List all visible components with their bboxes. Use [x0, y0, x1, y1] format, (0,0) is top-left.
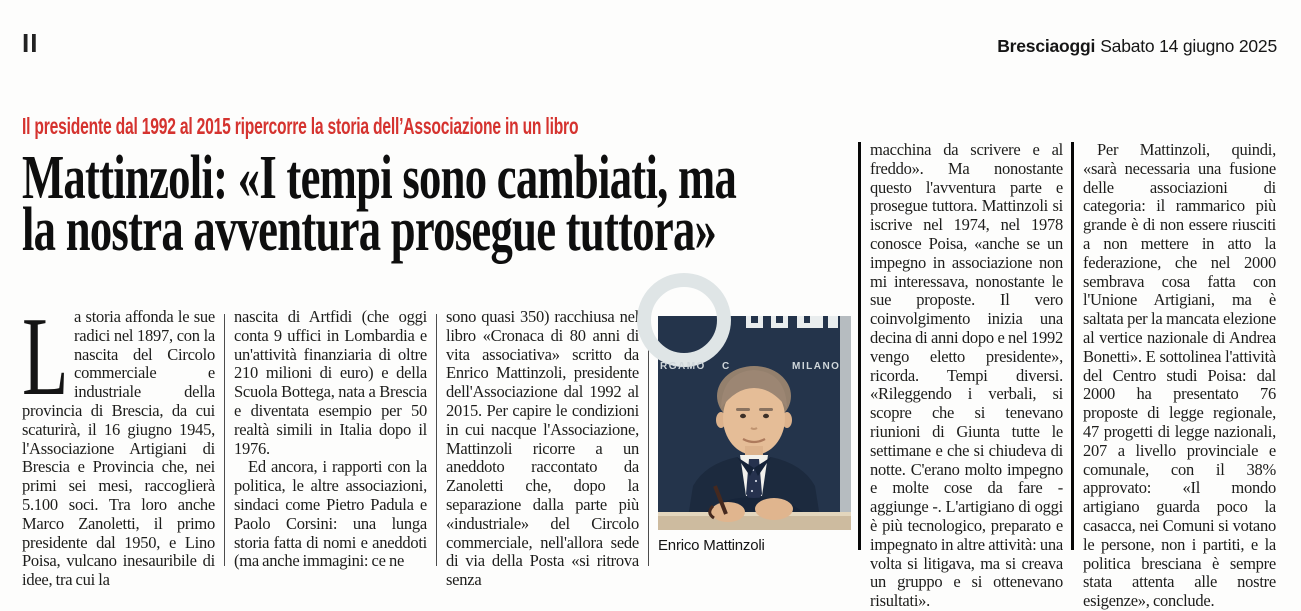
- body-paragraph: Ed ancora, i rapporti con la politica, le altre associazioni, sindaci come Pietro Padula e Paolo Corsini: una lunga storia fatta di nomi e aneddoti (ma anche immagini: ce ne: [234, 457, 427, 571]
- body-columns: [22, 295, 850, 590]
- article-content: [22, 100, 1276, 611]
- body-paragraph: macchina da scrivere e al freddo». Ma nonostante questo l'avventura parte e prosegue tuttora. Mattinzoli si iscrive nel 1974, nel 1978 conosce Poisa, «anche se un impegno in associazione non mi interessava, nonostante le sue proposte. Il vero coinvolgimento inizia una decina di anni dopo e nel 1992 vengo eletto presidente», ricorda. Tempi diversi. «Rileggendo i verbali, si scopre che si tenevano riunioni di Giunta tutte le settimane e che si chiudeva di notte. C'erano molto impegno e molte cose da fare - aggiunge -. L'artigiano di oggi è più tecnologico, preparato e impegnato in altre attività: una volta si litigava, ma si creava un gruppo e si ottenevano risultati».: [870, 140, 1063, 611]
- backdrop-text-right: MILANO: [792, 361, 841, 372]
- backdrop-text-mid: C: [722, 361, 731, 372]
- drop-cap: L: [22, 295, 69, 419]
- headline: [22, 144, 850, 264]
- kicker: Il presidente dal 1992 al 2015 ripercorre la storia dell’Associazione in un libro: [22, 113, 579, 139]
- body-column-4: [870, 100, 1063, 611]
- headline-line-1: Mattinzoli: «I tempi sono cambiati, ma: [22, 144, 737, 212]
- body-column-2: [234, 308, 427, 584]
- issue-date: Sabato 14 giugno 2025: [1100, 36, 1277, 56]
- body-column-5: [1083, 100, 1276, 611]
- masthead: Bresciaoggi: [997, 36, 1096, 56]
- photo-column: [658, 308, 851, 584]
- article-photo-figure: [658, 316, 851, 554]
- backdrop-text-left: RGAMO: [660, 361, 706, 372]
- body-column-1: [22, 295, 215, 590]
- page-number: II: [22, 28, 39, 58]
- column-divider: [648, 314, 649, 566]
- column-divider: [436, 314, 437, 566]
- article-divider: [858, 142, 861, 550]
- photo-caption: Enrico Mattinzoli: [658, 537, 765, 554]
- body-paragraph: sono quasi 350) racchiusa nel libro «Cronaca di 80 anni di vita associativa» scritto da Enrico Mattinzoli, presidente dell'Associazione dal 1992 al 2015. Per capire le condizioni in cui nacque l'Associazione, Mattinzoli ricorre a un aneddoto raccontato da Zanoletti che, dopo la separazione dalla parte più «industriale» del Circolo commerciale, nell'allora sede di via della Posta «si ritrova senza: [446, 307, 639, 590]
- body-text: a storia affonda le sue radici nel 1897, con la nascita del Circolo commerciale e industriale della provincia di Brescia, da cui scaturirà, il 16 giugno 1945, l'Associazione Artigiani di Brescia e Provincia che, nei primi sei mesi, raccoglierà 5.100 soci. Tra loro anche Marco Zanoletti, il primo presidente dal 1950, e Lino Poisa, vulcano inesauribile di idee, tra cui la: [22, 307, 215, 590]
- body-paragraph: nascita di Artfidi (che oggi conta 9 uffici in Lombardia e un'attività finanziaria di oltre 210 milioni di euro) e della Scuola Bottega, nata a Brescia e diventata esempio per 50 realtà simili in Italia dopo il 1976.: [234, 307, 427, 458]
- photo-enrico-mattinzoli: [658, 316, 851, 530]
- body-paragraph: Per Mattinzoli, quindi, «sarà necessaria una fusione delle associazioni di categoria: il rammarico più grande è di non essere riusciti a non mettere in atto la federazione, che nel 2000 sembrava cosa fatta con l'Unione Artigiani, ma è saltata per la mancata elezione al vertice nazionale di Andrea Bonetti». E sottolinea l'attività del Centro studi Poisa: dal 2000 ha presentato 76 proposte di legge regionale, 47 progetti di legge nazionali, 207 a livello provinciale e comunale, con il 38% approvato: «Il mondo artigiano guarda poco la casacca, nei Comuni si votano le persone, non i partiti, e la politica bresciana è sempre stata attenta alle nostre esigenze», conclude.: [1083, 140, 1276, 611]
- body-paragraph: [22, 295, 215, 590]
- column-divider: [224, 314, 225, 566]
- article-divider: [1071, 142, 1074, 550]
- article-main-block: [22, 100, 850, 590]
- headline-line-2: la nostra avventura prosegue tuttora»: [22, 196, 717, 264]
- dateline: [997, 36, 1277, 57]
- body-column-3: [446, 307, 639, 590]
